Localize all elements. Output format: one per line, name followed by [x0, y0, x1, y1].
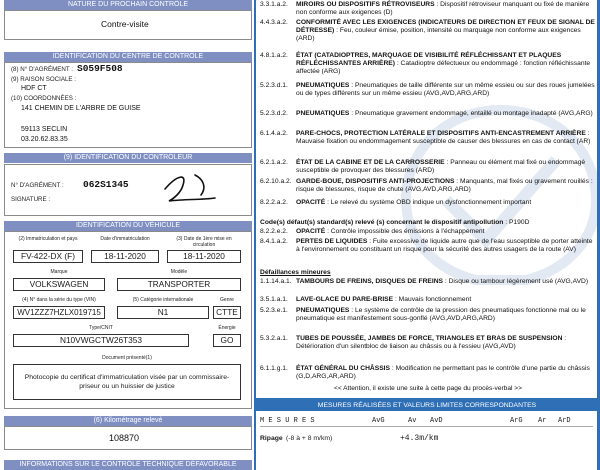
next-control-value: Contre-visite — [101, 19, 149, 29]
defect-text: ÉTAT (CATADIOPTRES, MARQUAGE DE VISIBILITÉ RÉFLÉCHISSANT ET PLAQUES RÉFLÉCHISSANTES ARRIÈRE) : Catadioptre défectueux ou endommagé : fonction réfléchissante affectée (ARG) — [296, 52, 591, 75]
defect-text: PERTES DE LIQUIDES : Fuite excessive de liquide autre que de l'eau susceptible de porter atteinte à l'environnement ou constituant un risque pour la sécurité des autres usagers de la route (AV) — [296, 238, 593, 253]
minor-row — [260, 278, 596, 294]
defect-code: 5.2.3.d.2. — [260, 110, 288, 117]
minor-code: 1.1.14.a.1. — [260, 278, 292, 285]
signature-drawing — [155, 169, 225, 209]
minor-text: TAMBOURS DE FREINS, DISQUES DE FREINS : Disque ou tambour légèrement usé (AVG,AVD) — [296, 278, 589, 285]
km-box — [4, 426, 252, 450]
categorie-label: (5) Catégorie internationale — [132, 297, 194, 303]
controleur-agrement-label: N° D'AGRÉMENT : — [11, 182, 64, 189]
minor-text: LAVE-GLACE DU PARE-BRISE : Mauvais fonctionnement — [296, 296, 472, 303]
vehicle-box — [4, 231, 252, 409]
modele-label: Modèle — [170, 269, 188, 275]
minor-code: 6.1.1.g.1. — [260, 365, 288, 372]
centre-address-line1: 141 CHEMIN DE L'ARBRE DE GUISE — [21, 105, 141, 112]
measures-header-label: M E S U R E S — [260, 417, 315, 425]
date-first-value: 18-11-2020 — [167, 250, 241, 263]
categorie-value: N1 — [117, 306, 209, 319]
signature-label: SIGNATURE : — [11, 196, 51, 203]
defect-row — [260, 228, 596, 236]
energie-value: GO — [213, 334, 241, 347]
defect-code: 6.1.4.a.2. — [260, 130, 288, 137]
modele-value: TRANSPORTER — [117, 278, 241, 291]
defect-text: GARDE-BOUE, DISPOSITIFS ANTI-PROJECTIONS : Manquants, mal fixés ou gravement rouillés : risque de blessures, risque de chute (AVG,AVD,ARG,ARD) — [296, 178, 593, 193]
defect-row — [260, 130, 596, 154]
centre-raison-value: HDF CT — [21, 85, 47, 92]
type-label: Type/CNIT — [89, 325, 113, 331]
left-column — [0, 0, 254, 470]
defect-row — [260, 110, 596, 126]
minor-text: ÉTAT GÉNÉRAL DU CHÂSSIS : Modification ne permettant pas le contrôle d'une partie du châssis (G,D,ARG,AR,ARD) — [296, 365, 590, 380]
defects-panel — [256, 0, 597, 398]
ripage-label: Ripage — [260, 435, 283, 442]
defect-text: OPACITÉ : Contrôle impossible des émissions à l'échappement — [296, 228, 485, 235]
defect-row — [260, 178, 596, 194]
info-title: INFORMATIONS SUR LE CONTRÔLE TECHNIQUE DÉFAVORABLE — [4, 460, 252, 470]
km-value: 108870 — [109, 433, 140, 443]
defect-text: OPACITÉ : Le relevé du système OBD indique un dysfonctionnement important — [296, 199, 532, 206]
vin-label: (4) N° dans la série du type (VIN) — [22, 297, 96, 303]
genre-label: Genre — [220, 297, 234, 303]
controleur-title: (9) IDENTIFICATION DU CONTRÔLEUR — [4, 153, 252, 163]
type-value: N10VWGCTW26T353 — [13, 334, 189, 347]
immat-label: (2) Immatriculation et pays — [18, 236, 78, 242]
defect-row — [260, 238, 596, 262]
minor-text: TUBES DE POUSSÉE, JAMBES DE FORCE, TRIANGLES ET BRAS DE SUSPENSION : Détérioration d'un silentbloc de liaison au châssis ou à l'essieu (AVG,AVD) — [296, 335, 567, 350]
measures-header-arg: ArG — [510, 417, 523, 425]
centre-raison-label: (9) RAISON SOCIALE : — [11, 76, 76, 83]
vehicle-title: IDENTIFICATION DU VÉHICULE — [4, 221, 252, 231]
defect-code: 8.2.2.e.2. — [260, 228, 288, 235]
measures-title: MESURES RÉALISÉES ET VALEURS LIMITES CORRESPONDANTES — [317, 402, 537, 409]
defect-code: 3.3.1.a.2. — [260, 1, 288, 8]
controleur-agrement-value: 062S1345 — [83, 179, 129, 190]
defect-code: 4.8.1.a.2. — [260, 52, 288, 59]
centre-agrement-value: S059F508 — [77, 63, 123, 74]
date-first-label: (3) Date de 1ère mise en circulation — [176, 236, 232, 248]
defect-row — [260, 199, 596, 215]
controleur-box — [4, 164, 252, 216]
document-value: Photocopie du certificat d'immatriculation visée par un commissaire-priseur ou un huissier de justice — [13, 364, 241, 400]
minor-row — [260, 307, 596, 331]
measures-header-avd: AvD — [430, 417, 443, 425]
measures-header-ar: Ar — [538, 417, 547, 425]
genre-value: CTTE — [213, 306, 241, 319]
attention-notice: << Attention, il existe une suite à cette page du procès-verbal >> — [333, 385, 523, 392]
energie-label: Énergie — [218, 325, 236, 331]
minor-heading: Défaillances mineures — [260, 269, 331, 276]
measures-row-ripage — [260, 433, 593, 445]
km-title: (6) Kilométrage relevé — [4, 416, 252, 426]
defect-code: 6.2.1.a.2. — [260, 159, 288, 166]
defect-text: Code(s) défaut(s) standard(s) relevé (s) concernant le dispositif antipollution : P190D — [260, 219, 530, 226]
centre-address-line2: 59113 SECLIN — [21, 126, 68, 133]
measures-header-avg: AvG — [372, 417, 385, 425]
defect-row — [260, 159, 596, 175]
measures-header-ard: ArD — [558, 417, 571, 425]
defect-code: 6.2.10.a.2. — [260, 178, 292, 185]
centre-phone: 03.20.62.83.35 — [21, 136, 68, 143]
defect-text: ÉTAT DE LA CABINE ET DE LA CARROSSERIE : Panneau ou élément mal fixé ou endommagé susceptible de provoquer des blessures (ARD) — [296, 159, 586, 174]
date-immat-value: 18-11-2020 — [91, 250, 159, 263]
defect-code: 8.2.2.a.2. — [260, 199, 288, 206]
centre-title: IDENTIFICATION DU CENTRE DE CONTRÔLE — [4, 52, 252, 62]
centre-box — [4, 62, 252, 148]
vin-value: WV1ZZZ7HZLX019715 — [13, 306, 105, 319]
defect-row — [260, 219, 596, 227]
next-control-box — [4, 10, 252, 40]
defect-text: MIROIRS OU DISPOSITIFS RÉTROVISEURS : Dispositif rétroviseur manquant ou fixé de manière non conforme aux exigences (D) — [296, 1, 590, 16]
ripage-value: +4.3m/km — [400, 434, 439, 443]
centre-coord-label: (10) COORDONNÉES : — [11, 95, 77, 102]
right-column — [254, 0, 600, 470]
minor-row — [260, 335, 596, 359]
defect-text: CONFORMITÉ AVEC LES EXIGENCES (INDICATEURS DE DIRECTION ET FEUX DE SIGNAL DE DÉTRESSE) : Feu, couleur émise, position, intensité ou marquage non conforme aux exigences (ARD) — [296, 19, 595, 42]
defect-text: PNEUMATIQUES : Pneumatique gravement endommagé, entaillé ou montage inadapté (AVG,ARG) — [296, 110, 593, 117]
defect-code: 5.2.3.d.1. — [260, 82, 288, 89]
defect-row — [260, 82, 596, 106]
minor-code: 5.2.3.e.1. — [260, 307, 288, 314]
minor-code: 5.3.2.a.1. — [260, 335, 288, 342]
defect-text: PNEUMATIQUES : Pneumatiques de taille différente sur un même essieu ou sur des roues jumelées ou de types différents sur un même essieu (AVG,AVD,ARG,ARD) — [296, 82, 595, 97]
immat-value: FV-422-DX (F) — [13, 250, 83, 263]
measures-header-av: Av — [408, 417, 417, 425]
minor-row — [260, 365, 596, 381]
defect-code: 4.4.3.a.2. — [260, 19, 288, 26]
minor-row — [260, 296, 596, 304]
defect-row — [260, 19, 596, 43]
marque-value: VOLKSWAGEN — [13, 278, 105, 291]
defect-row — [260, 52, 596, 76]
minor-code: 3.5.1.a.1. — [260, 296, 288, 303]
next-control-title: NATURE DU PROCHAIN CONTRÔLE — [4, 0, 252, 10]
defect-row — [260, 1, 596, 17]
document-label: Document présenté(1) — [102, 355, 152, 361]
defect-text: PARE-CHOCS, PROTECTION LATÉRALE ET DISPOSITIFS ANTI-ENCASTREMENT ARRIÈRE : Mauvaise fixation ou endommagement susceptible de causer des blessures en cas de contact (AR) — [296, 130, 591, 145]
defect-code: 8.4.1.a.2. — [260, 238, 288, 245]
centre-agrement-label: (8) N° D'AGRÉMENT : — [11, 66, 73, 73]
measures-box — [256, 411, 597, 470]
ripage-unit: (-8 à + 8 m/km) — [286, 435, 333, 442]
measures-header-row — [260, 415, 593, 427]
marque-label: Marque — [50, 269, 68, 275]
date-immat-label: Date d'immatriculation — [100, 236, 150, 242]
minor-text: PNEUMATIQUES : Le système de contrôle de la pression des pneumatiques fonctionne mal ou le pneumatique est manifestement sous-gonflé (AVG,AVD,ARG,ARD) — [296, 307, 586, 322]
